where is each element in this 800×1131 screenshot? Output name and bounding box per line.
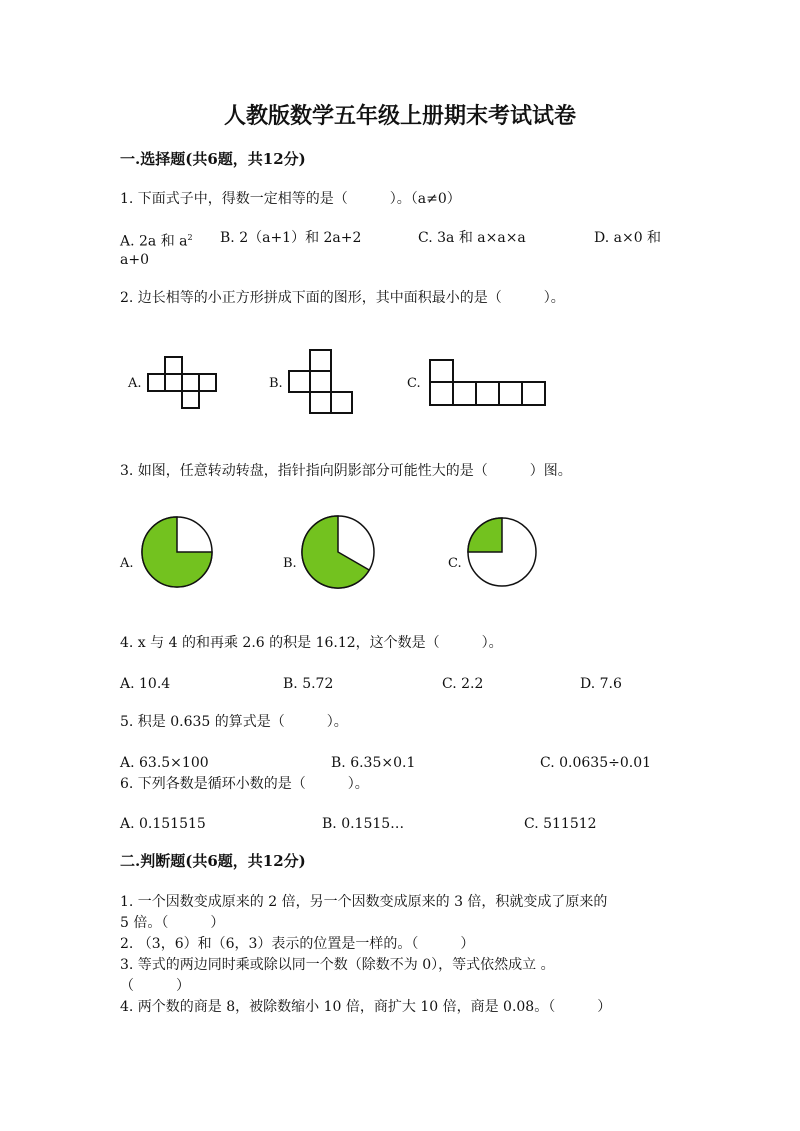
question-6-option-c: C. 511512 [524, 816, 597, 832]
question-1-option-d: D. a×0 和 [594, 230, 662, 246]
question-5-option-c: C. 0.0635÷0.01 [540, 755, 652, 771]
figure-a-label: A. [128, 376, 142, 391]
spinner-c [468, 518, 536, 586]
spinner-b-label: B. [283, 556, 297, 571]
question-5-option-a: A. 63.5×100 [120, 755, 209, 771]
question-5-option-b: B. 6.35×0.1 [331, 755, 416, 771]
page-title: 人教版数学五年级上册期末考试试卷 [223, 103, 576, 129]
judgement-2: 2. （3，6）和（6，3）表示的位置是一样的。（ ） [120, 936, 475, 952]
question-1-option-b: B. 2（a+1）和 2a+2 [220, 230, 362, 246]
question-1-option-c: C. 3a 和 a×a×a [418, 230, 526, 246]
judgement-3-line-2: （ ） [120, 978, 190, 994]
section-heading-choice: 一.选择题(共6题，共12分) [120, 150, 306, 168]
question-4-option-c: C. 2.2 [442, 676, 484, 692]
judgement-1-line-2: 5 倍。（ ） [120, 915, 225, 931]
spinner-c-shaded-sector [468, 518, 502, 552]
spinner-b [302, 516, 374, 588]
question-4-option-d: D. 7.6 [580, 676, 622, 692]
question-6-stem: 6. 下列各数是循环小数的是（ ）。 [120, 776, 369, 792]
judgement-3-line-1: 3. 等式的两边同时乘或除以同一个数（除数不为 0），等式依然成立 。 [120, 957, 555, 973]
spinner-c-label: C. [448, 556, 462, 571]
superscript: 2 [187, 233, 193, 242]
question-6-option-a: A. 0.151515 [120, 816, 206, 832]
question-4-option-b: B. 5.72 [283, 676, 334, 692]
question-1-stem: 1. 下面式子中，得数一定相等的是（ ）。（a≠0） [120, 191, 461, 207]
spinner-a-label: A. [120, 556, 134, 571]
question-2-stem: 2. 边长相等的小正方形拼成下面的图形，其中面积最小的是（ ）。 [120, 290, 565, 306]
judgement-1-line-1: 1. 一个因数变成原来的 2 倍，另一个因数变成原来的 3 倍，积就变成了原来的 [120, 894, 608, 910]
question-5-stem: 5. 积是 0.635 的算式是（ ）。 [120, 714, 348, 730]
question-3-stem: 3. 如图，任意转动转盘，指针指向阴影部分可能性大的是（ ）图。 [120, 463, 572, 479]
option-a-text: A. 2a 和 a [120, 233, 188, 250]
question-4-stem: 4. x 与 4 的和再乘 2.6 的积是 16.12，这个数是（ ）。 [120, 635, 503, 651]
section-heading-judgement: 二.判断题(共6题，共12分) [120, 852, 306, 870]
figure-c-label: C. [407, 376, 421, 391]
spinner-a [142, 517, 212, 587]
question-4-option-a: A. 10.4 [120, 676, 171, 692]
figure-b-label: B. [269, 376, 283, 391]
judgement-4: 4. 两个数的商是 8，被除数缩小 10 倍，商扩大 10 倍，商是 0.08。（ ） [120, 999, 612, 1015]
question-1-option-d-continued: a+0 [120, 252, 149, 268]
question-6-option-b: B. 0.1515… [322, 816, 405, 832]
